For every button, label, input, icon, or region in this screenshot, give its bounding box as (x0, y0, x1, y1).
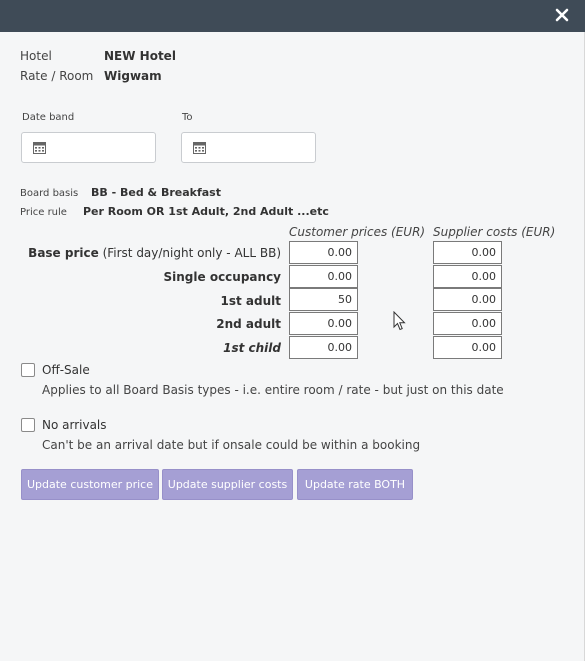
second-adult-customer-input[interactable]: 0.00 (289, 312, 358, 335)
calendar-icon (33, 141, 46, 154)
single-occupancy-label: Single occupancy (163, 270, 281, 284)
single-occupancy-supplier-input[interactable]: 0.00 (433, 265, 502, 288)
close-icon (553, 6, 571, 24)
date-to-label: To (182, 112, 193, 123)
offsale-description: Applies to all Board Basis types - i.e. entire room / rate - but just on this date (42, 383, 504, 397)
hotel-label: Hotel (20, 49, 52, 63)
mouse-cursor-icon (393, 311, 407, 331)
supplier-costs-header: Supplier costs (EUR) (433, 225, 556, 239)
base-price-supplier-input[interactable]: 0.00 (433, 241, 502, 264)
date-to-input[interactable] (181, 132, 316, 163)
price-rule-label: Price rule (20, 207, 67, 218)
offsale-label: Off-Sale (42, 363, 90, 377)
board-basis-value: BB - Bed & Breakfast (91, 186, 221, 199)
update-supplier-costs-button[interactable]: Update supplier costs (162, 469, 293, 500)
first-adult-supplier-input[interactable]: 0.00 (433, 288, 502, 311)
modal-header (0, 0, 585, 32)
first-child-customer-input[interactable]: 0.00 (289, 336, 358, 359)
update-rate-both-button[interactable]: Update rate BOTH (297, 469, 413, 500)
hotel-value: NEW Hotel (104, 49, 176, 63)
date-band-label: Date band (22, 112, 75, 123)
first-child-label: 1st child (223, 341, 281, 355)
price-rule-value: Per Room OR 1st Adult, 2nd Adult ...etc (83, 205, 329, 218)
close-button[interactable] (553, 6, 571, 24)
no-arrivals-description: Can't be an arrival date but if onsale could be within a booking (42, 438, 421, 452)
first-adult-customer-input[interactable]: 50 (289, 288, 358, 311)
base-price-customer-input[interactable]: 0.00 (289, 241, 358, 264)
date-from-input[interactable] (21, 132, 156, 163)
customer-prices-header: Customer prices (EUR) (289, 225, 426, 239)
update-customer-price-button[interactable]: Update customer price (21, 469, 159, 500)
second-adult-label: 2nd adult (216, 317, 281, 331)
second-adult-supplier-input[interactable]: 0.00 (433, 312, 502, 335)
board-basis-label: Board basis (20, 188, 79, 199)
first-child-supplier-input[interactable]: 0.00 (433, 336, 502, 359)
no-arrivals-label: No arrivals (42, 418, 107, 432)
calendar-icon (193, 141, 206, 154)
room-label: Rate / Room (20, 69, 94, 83)
single-occupancy-customer-input[interactable]: 0.00 (289, 265, 358, 288)
first-adult-label: 1st adult (220, 294, 281, 308)
room-value: Wigwam (104, 69, 162, 83)
base-price-label: Base price (First day/night only - ALL BB) (28, 246, 281, 260)
no-arrivals-checkbox[interactable] (21, 418, 35, 432)
offsale-checkbox[interactable] (21, 363, 35, 377)
